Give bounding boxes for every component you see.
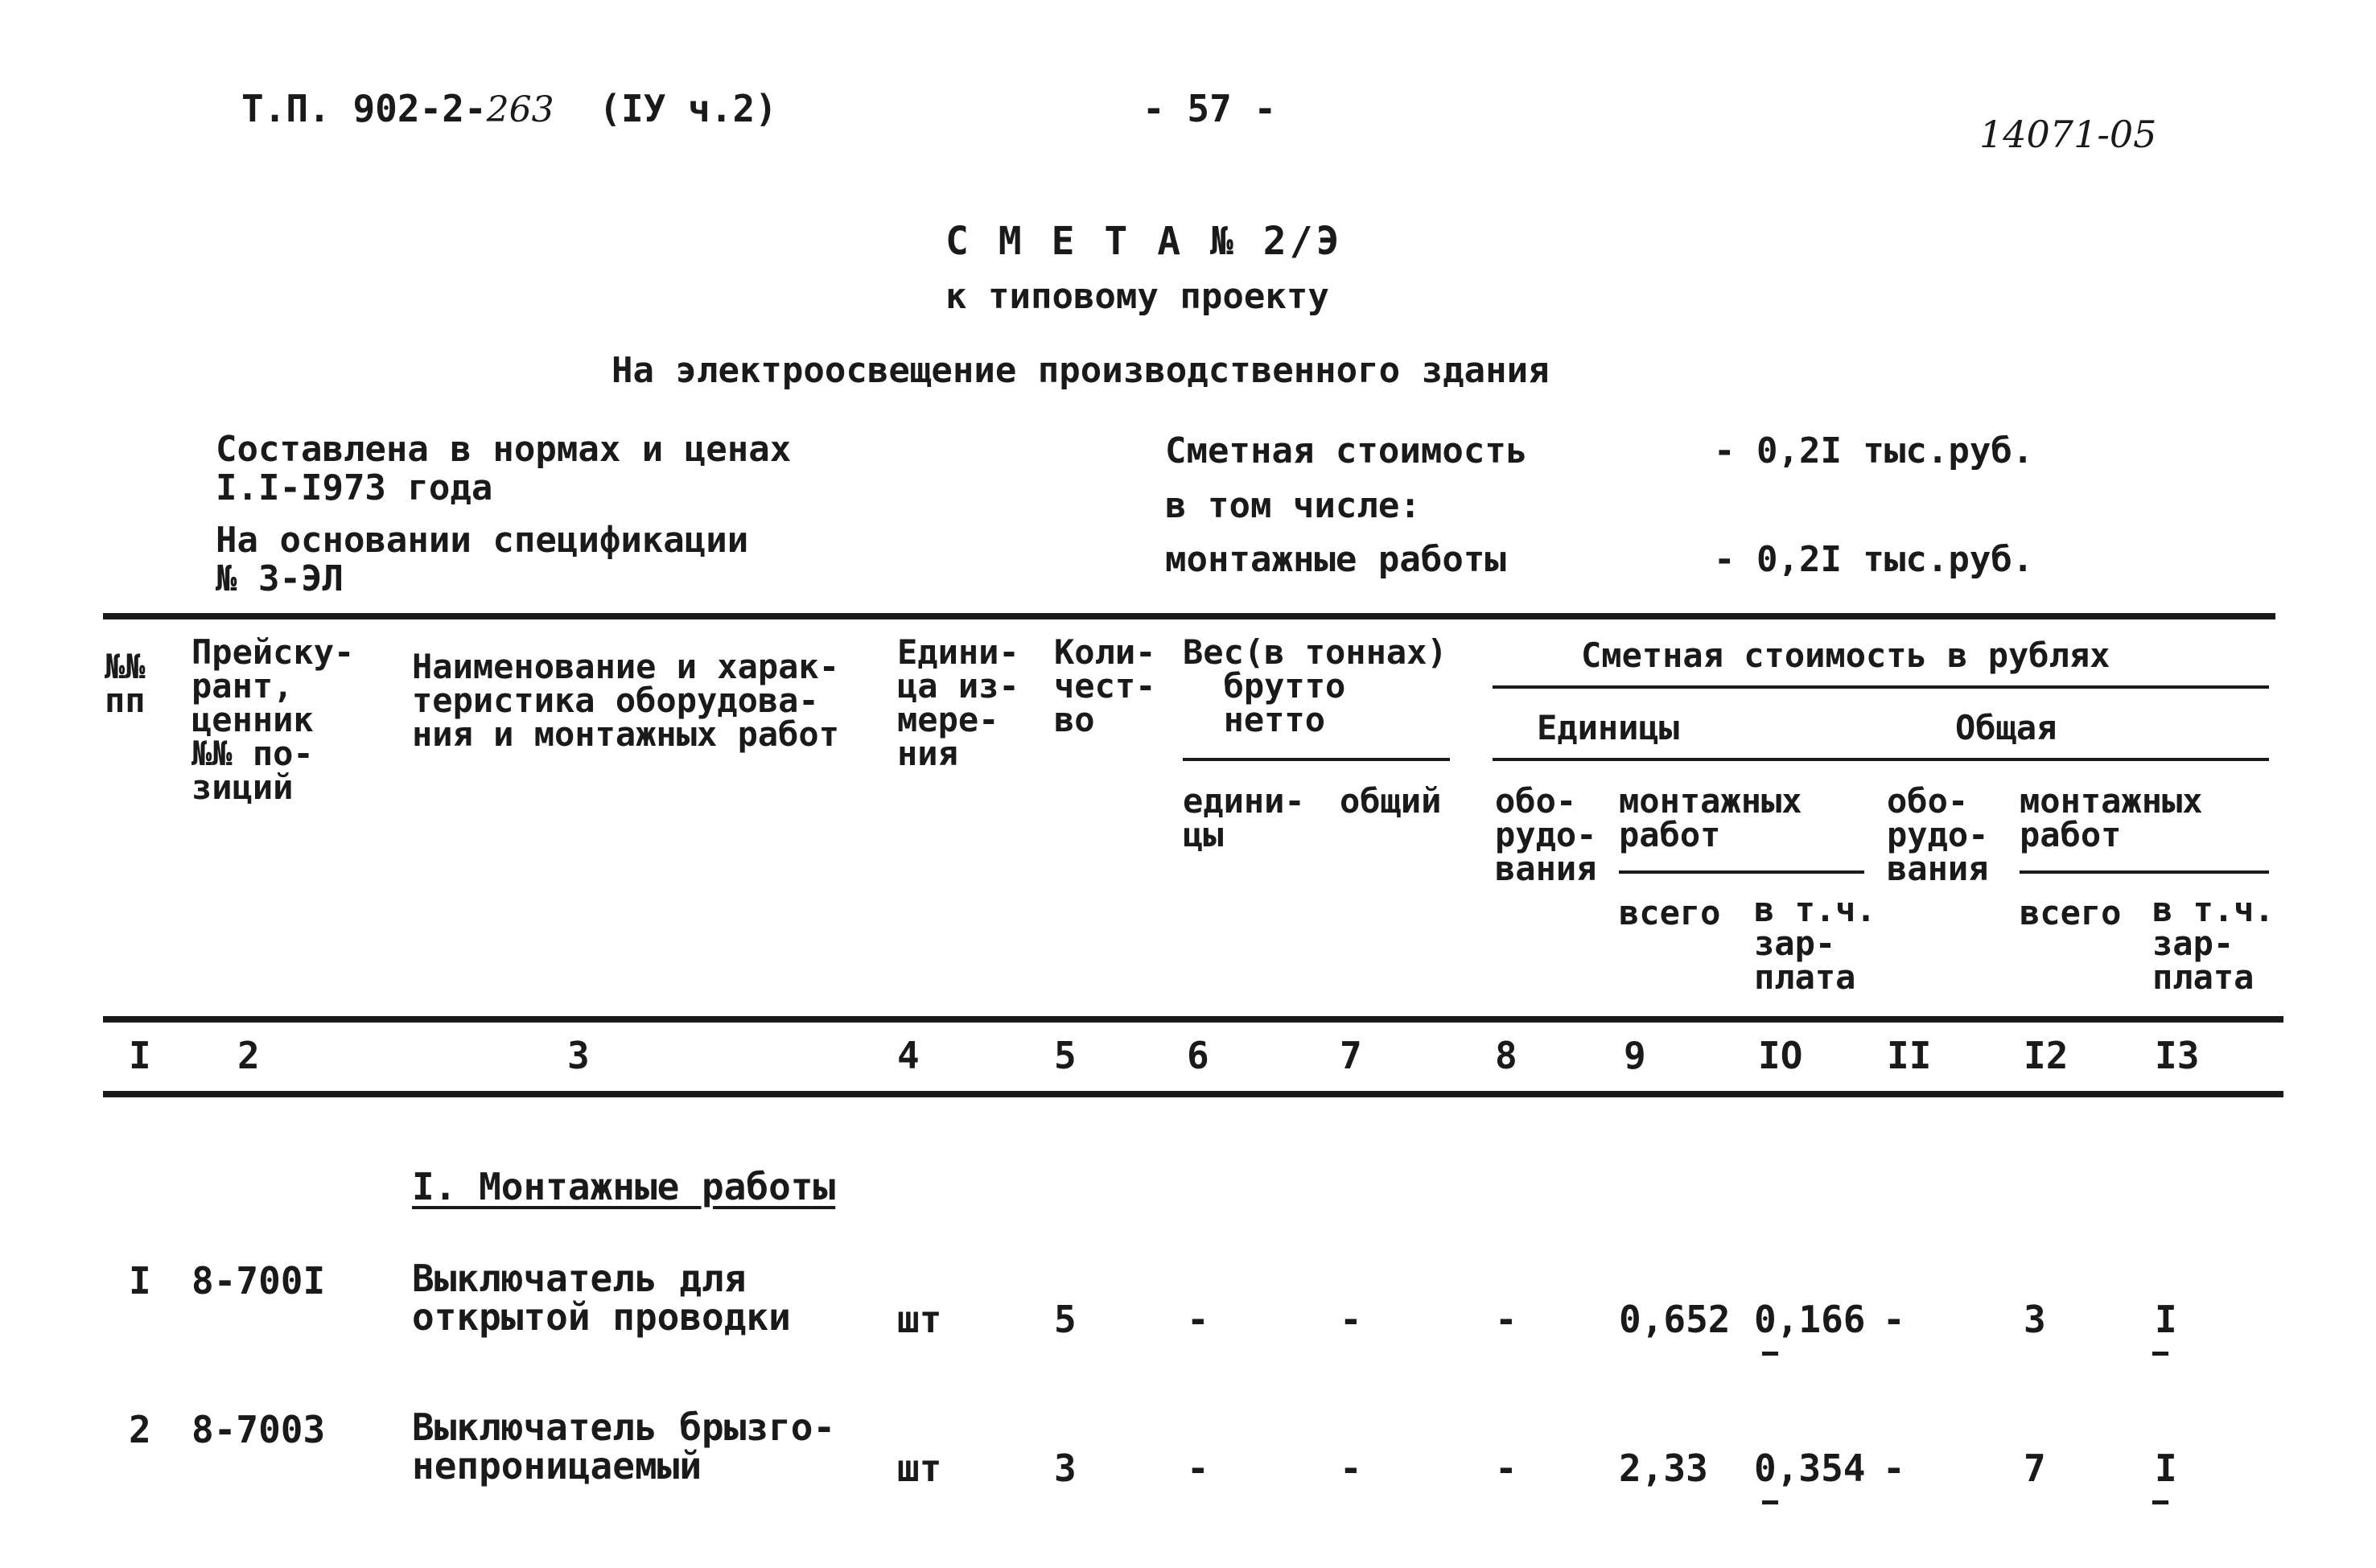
row1-sum-wage: I xyxy=(2155,1298,2177,1341)
header-total-group: Общая xyxy=(1955,708,2057,747)
doc-purpose: На электроосвещение производственного здания xyxy=(612,350,1550,391)
row2-equip-unit: - xyxy=(1495,1447,1517,1490)
doc-part: (IУ ч.2) xyxy=(599,87,777,130)
row2-name: Выключатель брызго- непроницаемый xyxy=(412,1405,836,1488)
header-col1: №№ пп xyxy=(105,647,146,720)
table-top-rule xyxy=(103,613,2275,619)
colnum-8: 8 xyxy=(1495,1034,1517,1077)
colnum-10: IO xyxy=(1758,1034,1803,1077)
basis-line2: № 3-ЭЛ xyxy=(216,558,344,599)
section-title xyxy=(412,1165,835,1208)
section-title-text: I. Монтажные работы xyxy=(412,1165,836,1208)
colnum-5: 5 xyxy=(1054,1034,1077,1077)
header-weight-group: Вес(в тоннах) брутто нетто xyxy=(1183,632,1447,739)
row1-unit: шт xyxy=(897,1298,942,1341)
row1-weight-unit: - xyxy=(1187,1298,1209,1341)
row1-wage-dash xyxy=(1762,1352,1778,1356)
header-bottom-rule xyxy=(103,1016,2283,1023)
row1-sum-total: 3 xyxy=(2024,1298,2046,1341)
row1-install-total: 0,652 xyxy=(1619,1298,1731,1341)
doc-ref-handwritten: 263 xyxy=(486,89,554,130)
including-label: в том числе: xyxy=(1165,485,1421,526)
doc-title: С М Е Т А № 2/Э xyxy=(945,219,1343,264)
install-unit-divider xyxy=(1619,870,1864,874)
colnum-6: 6 xyxy=(1187,1034,1209,1077)
header-cost-group: Сметная стоимость в рублях xyxy=(1581,636,2110,675)
row2-sum-total: 7 xyxy=(2024,1447,2046,1490)
header-install-total: монтажных работ xyxy=(2020,781,2203,854)
stamp-number: 14071-05 xyxy=(1979,113,2157,156)
header-col5: Коли- чест- во xyxy=(1054,632,1156,739)
row1-equip-unit: - xyxy=(1495,1298,1517,1341)
colnum-3: 3 xyxy=(567,1034,590,1077)
compiled-line2: I.I-I973 года xyxy=(216,467,493,508)
doc-subtitle: к типовому проекту xyxy=(945,276,1329,317)
colnum-7: 7 xyxy=(1340,1034,1362,1077)
colnum-13: I3 xyxy=(2155,1034,2200,1077)
cost-value: - 0,2I тыс.руб. xyxy=(1714,430,2034,471)
install-total-divider xyxy=(2020,870,2269,874)
cost-divider xyxy=(1493,685,2269,689)
colnum-2: 2 xyxy=(237,1034,260,1077)
row2-code: 8-7003 xyxy=(191,1408,326,1451)
row1-num: I xyxy=(129,1259,151,1303)
colnum-9: 9 xyxy=(1624,1034,1646,1077)
row2-wage-dash xyxy=(1762,1500,1778,1504)
colnum-11: II xyxy=(1887,1034,1932,1077)
row1-name: Выключатель для открытой проводки xyxy=(412,1257,791,1339)
row2-install-total: 2,33 xyxy=(1619,1447,1708,1490)
colnum-12: I2 xyxy=(2024,1034,2069,1077)
header-col10: в т.ч. зар- плата xyxy=(1754,890,1876,997)
unit-total-divider xyxy=(1493,758,2269,761)
header-col12: всего xyxy=(2020,893,2122,932)
header-col7: общий xyxy=(1340,781,1442,821)
row1-qty: 5 xyxy=(1054,1298,1077,1341)
row2-num: 2 xyxy=(129,1408,151,1451)
row2-equip-total: - xyxy=(1883,1447,1905,1490)
row2-sum-wage: I xyxy=(2155,1447,2177,1490)
row1-code: 8-700I xyxy=(191,1259,326,1303)
row2-weight-total: - xyxy=(1340,1447,1362,1490)
compiled-line1: Составлена в нормах и ценах xyxy=(216,429,792,470)
header-col13: в т.ч. зар- плата xyxy=(2152,890,2275,997)
header-col2: Прейску- рант, ценник №№ по- зиций xyxy=(191,632,355,807)
header-unit-group: Единицы xyxy=(1537,708,1680,747)
row2-sum-wage-dash xyxy=(2152,1500,2168,1504)
basis-info xyxy=(216,521,748,599)
row2-qty: 3 xyxy=(1054,1447,1077,1490)
row1-sum-wage-dash xyxy=(2152,1352,2168,1356)
basis-line1: На основании спецификации xyxy=(216,520,749,561)
weight-divider xyxy=(1183,758,1450,761)
row1-equip-total: - xyxy=(1883,1298,1905,1341)
colnum-bottom-rule xyxy=(103,1091,2283,1097)
row2-weight-unit: - xyxy=(1187,1447,1209,1490)
document-reference xyxy=(241,87,777,130)
page-number: - 57 - xyxy=(1143,87,1277,130)
header-col11: обо- рудо- вания xyxy=(1887,781,1989,888)
header-install-unit: монтажных работ xyxy=(1619,781,1802,854)
header-col9: всего xyxy=(1619,893,1721,932)
doc-ref-printed: Т.П. 902-2- xyxy=(241,87,487,130)
row1-install-wage: 0,166 xyxy=(1754,1298,1866,1341)
cost-label: Сметная стоимость xyxy=(1165,430,1528,471)
row1-weight-total: - xyxy=(1340,1298,1362,1341)
row2-unit: шт xyxy=(897,1447,942,1490)
header-col6: едини- цы xyxy=(1183,781,1305,854)
colnum-1: I xyxy=(129,1034,151,1077)
row2-install-wage: 0,354 xyxy=(1754,1447,1866,1490)
compiled-info xyxy=(216,430,791,508)
header-col8: обо- рудо- вания xyxy=(1495,781,1597,888)
install-value: - 0,2I тыс.руб. xyxy=(1714,539,2034,580)
install-label: монтажные работы xyxy=(1165,539,1506,580)
colnum-4: 4 xyxy=(897,1034,920,1077)
header-col4: Едини- ца из- мере- ния xyxy=(897,632,1019,773)
header-col3: Наименование и харак- теристика оборудова- ния и монтажных работ xyxy=(412,647,840,754)
